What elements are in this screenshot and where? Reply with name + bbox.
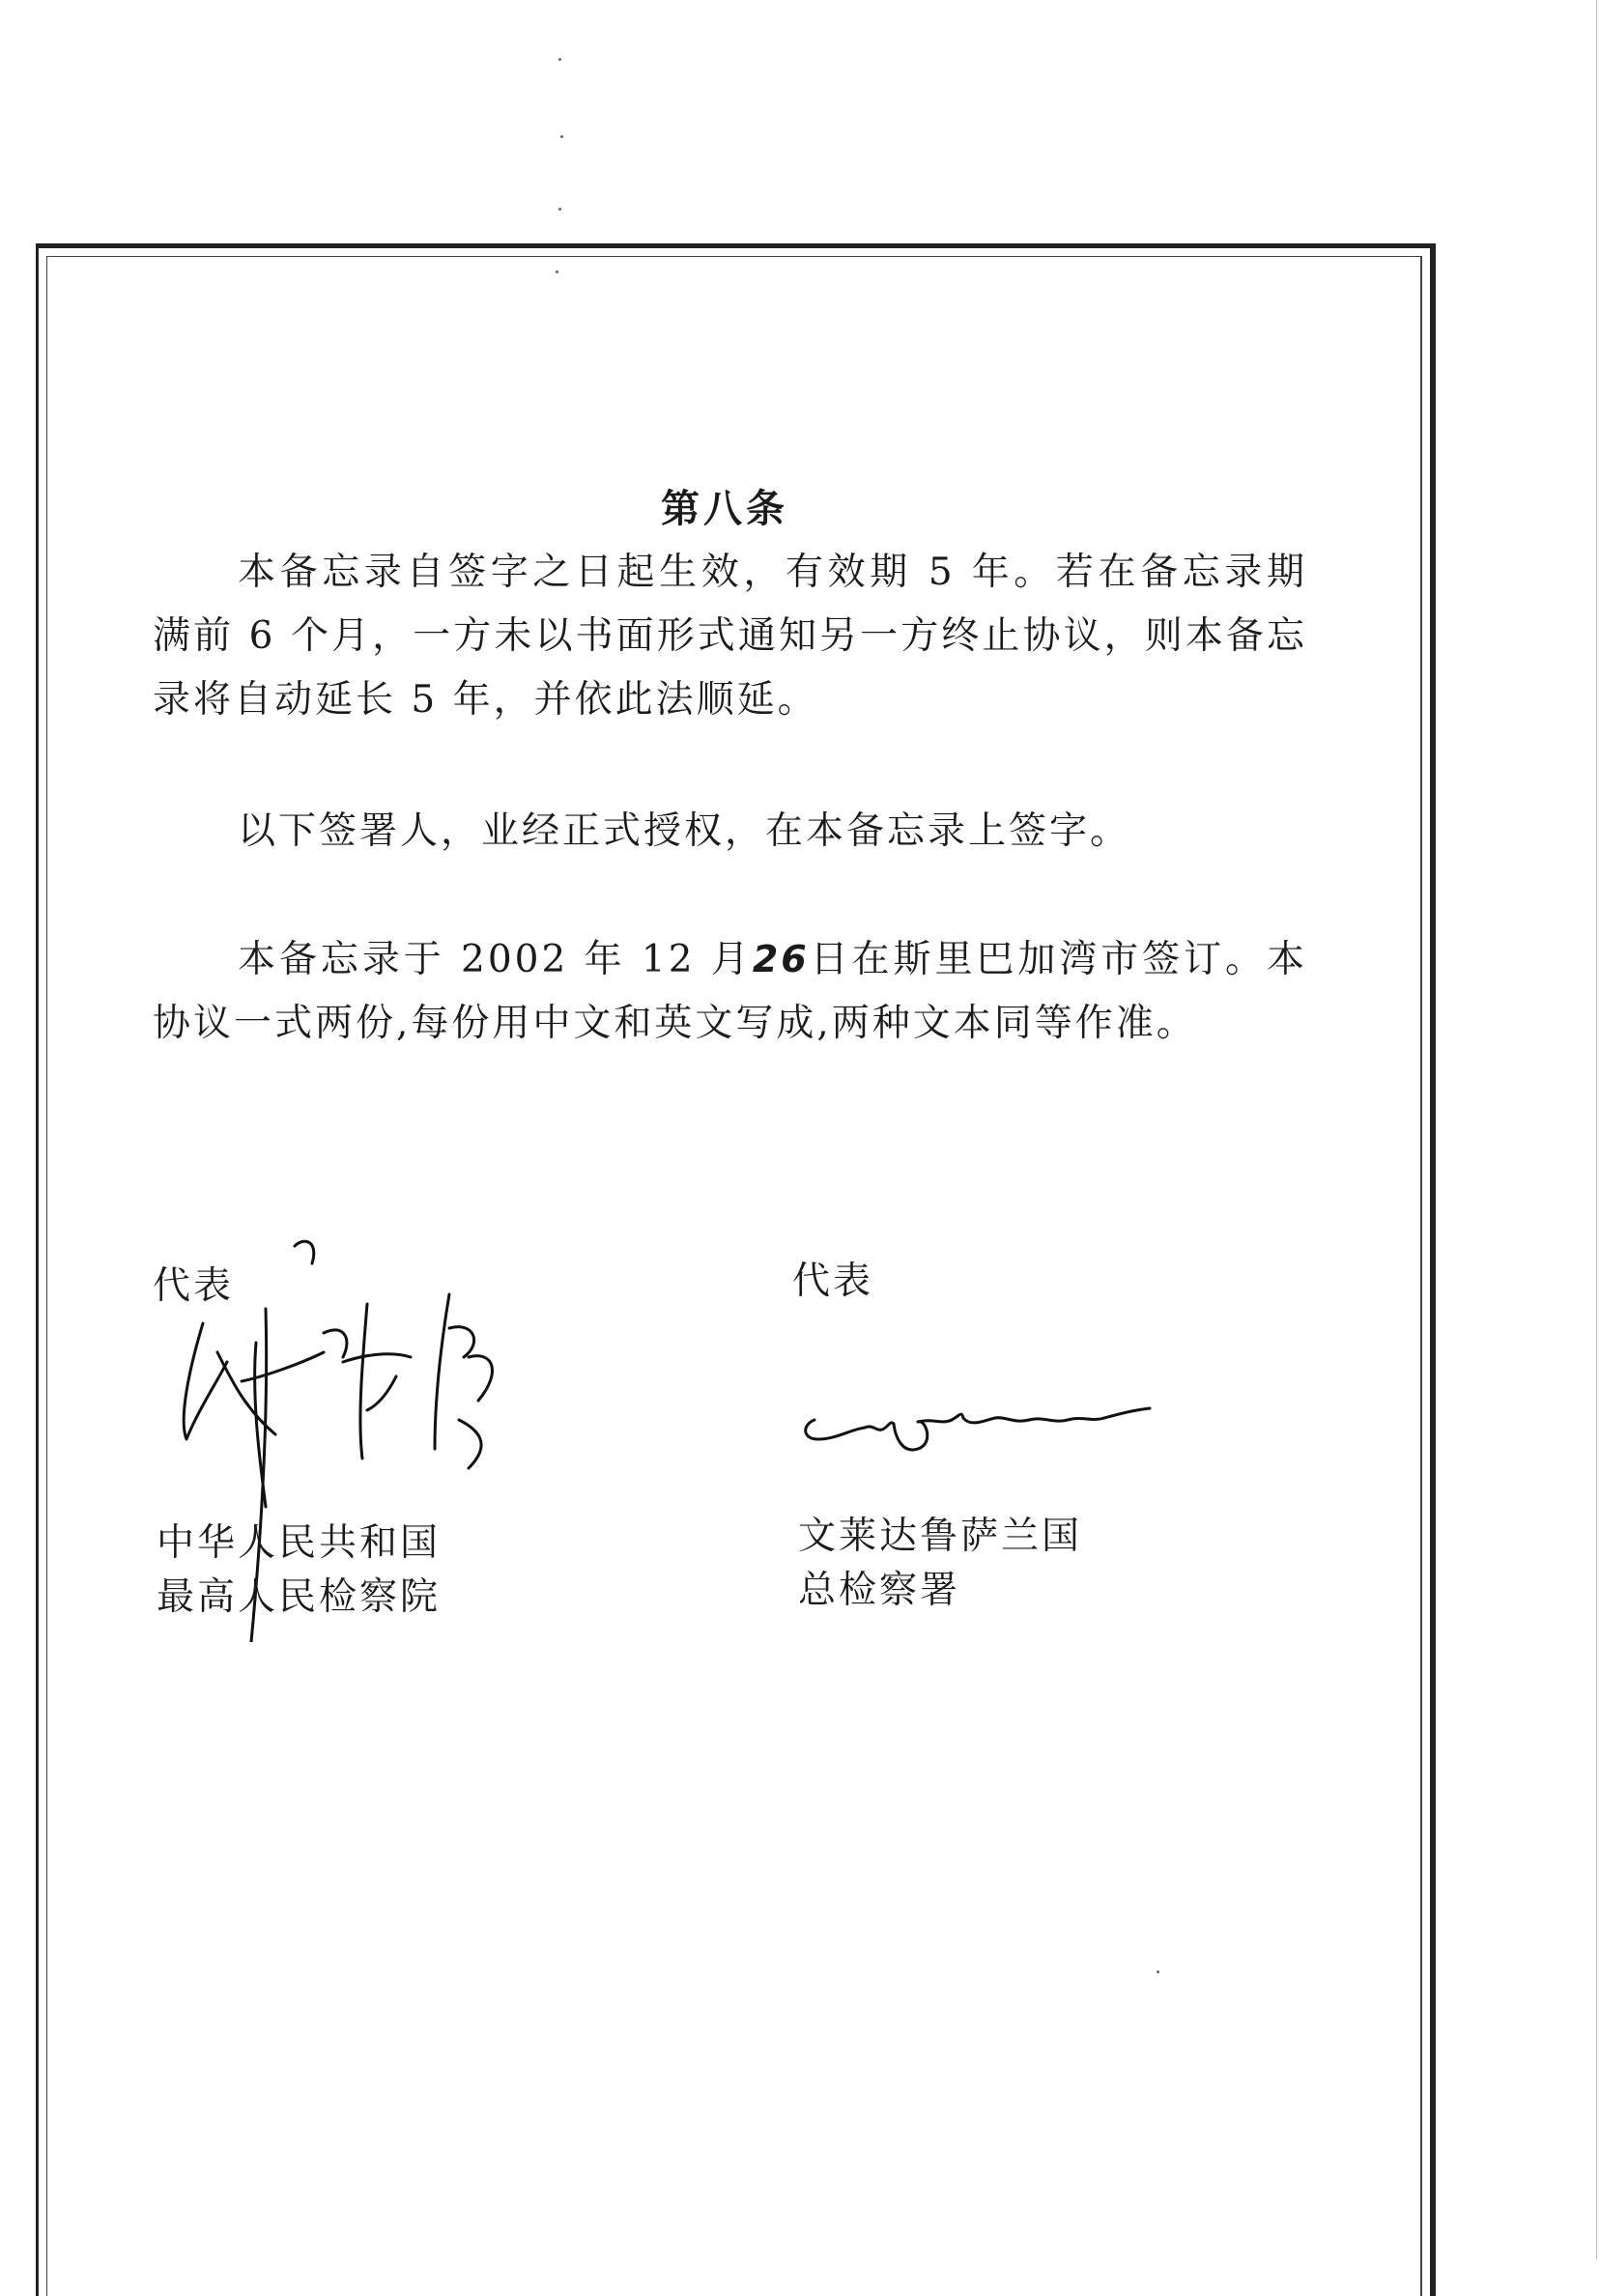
- left-agency-name: 最高人民检察院: [157, 1575, 442, 1619]
- signing-statement-paragraph: [153, 927, 1307, 1056]
- validity-paragraph: 本备忘录自签字之日起生效，有效期 5 年。若在备忘录期满前 6 个月，一方未以书面形式通知另一方终止协议，则本备忘录将自动延长 5 年，并依此法顺延。: [153, 551, 1307, 722]
- authorization-paragraph: 以下签署人，业经正式授权，在本备忘录上签字。: [238, 809, 1131, 853]
- right-signature: [797, 1381, 1174, 1468]
- right-agency-name: 总检察署: [798, 1569, 961, 1612]
- scan-speck: [558, 58, 561, 61]
- left-signatory-organization: [157, 1516, 441, 1625]
- article-heading: 第八条: [661, 486, 788, 531]
- left-representative-label: 代表: [153, 1264, 235, 1308]
- left-country-name: 中华人民共和国: [157, 1521, 442, 1565]
- signing-statement-after-date: 日在斯里巴加湾市签订。本协议一式两份,每份用中文和英文写成,两种文本同等作准。: [153, 938, 1307, 1045]
- scan-edge-line: [1596, 0, 1597, 2259]
- right-representative-label: 代表: [792, 1260, 874, 1303]
- scan-speck: [560, 135, 563, 138]
- right-country-name: 文莱达鲁萨兰国: [798, 1515, 1083, 1558]
- signing-statement-before-date: 本备忘录于 2002 年 12 月: [238, 938, 753, 981]
- scan-speck: [558, 208, 561, 211]
- handwritten-date-day: 26: [752, 938, 810, 980]
- right-signatory-organization: [798, 1510, 1082, 1618]
